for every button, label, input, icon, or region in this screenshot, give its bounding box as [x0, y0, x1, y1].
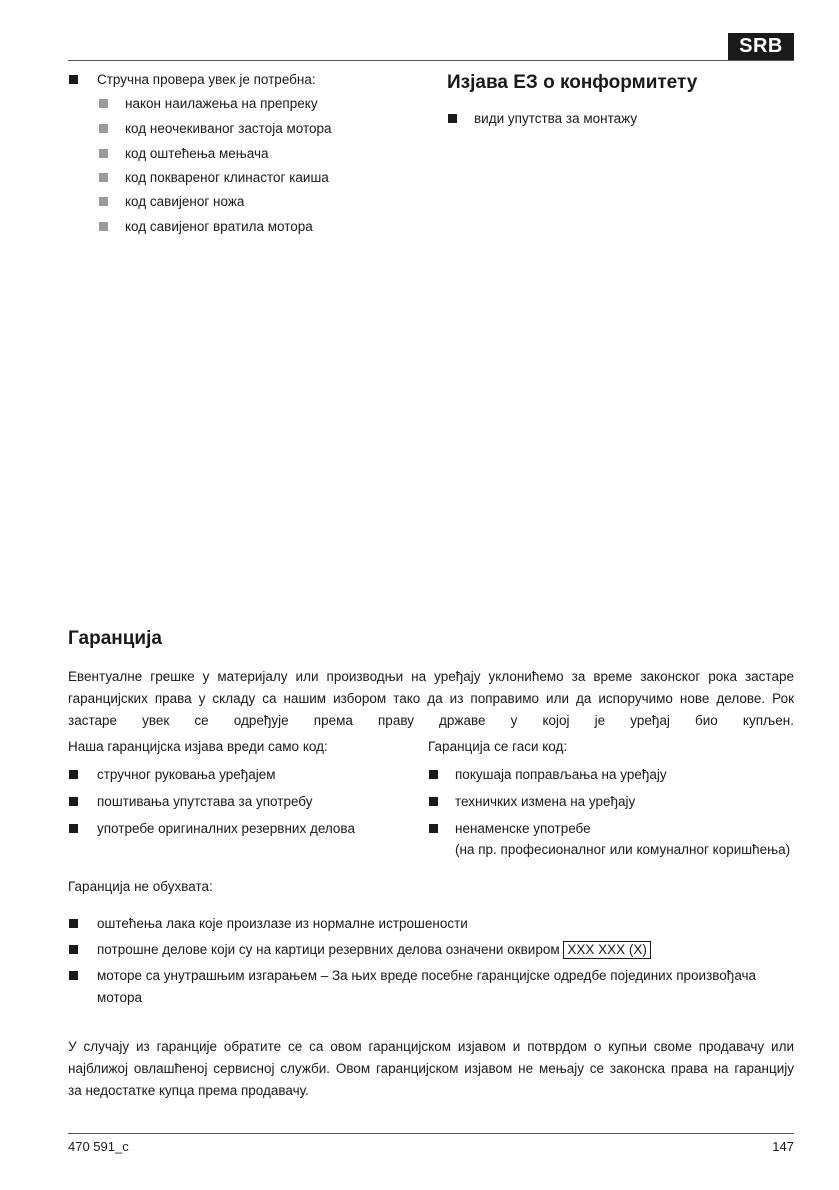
paragraph-line: најближој овлашћеној сервисној служби. Овом гаранцијском изјавом не мењају се законска права на гаранцију [68, 1061, 794, 1076]
spare-part-frame: XXX XXX (X) [563, 941, 651, 959]
list-item-continuation: (на пр. професионалног или комуналног коришћења) [455, 842, 791, 857]
warranty-title: Гаранција [68, 628, 162, 649]
warranty-intro [68, 666, 794, 732]
bullet-square-icon [429, 824, 438, 833]
void-heading: Гаранција се гаси код: [428, 739, 568, 754]
list-item: употребе оригиналних резервних делова [97, 821, 355, 836]
bullet-square-icon [69, 945, 78, 954]
document-code: 470 591_c [68, 1139, 129, 1154]
list-item: моторе са унутрашњим изгарањем – За њих вреде посебне гаранцијске одредбе појединих произвођача [97, 968, 757, 983]
bullet-square-icon [99, 99, 108, 108]
bullet-square-icon [69, 797, 78, 806]
valid-heading: Наша гаранцијска изјава вреди само код: [68, 739, 328, 754]
bullet-square-icon [69, 770, 78, 779]
list-item: након наилажења на препреку [125, 96, 318, 111]
paragraph-line: Евентуалне грешке у материјалу или производњи на уређају уклонићемо за време законског рока застаре [68, 669, 794, 684]
bullet-square-icon [99, 173, 108, 182]
bullet-square-icon [448, 114, 457, 123]
page-number: 147 [772, 1139, 794, 1154]
list-item: стручног руковања уређајем [97, 767, 276, 782]
list-item: техничких измена на уређају [455, 794, 636, 809]
bullet-square-icon [69, 824, 78, 833]
list-item-continuation: мотора [97, 990, 143, 1005]
list-item: код савијеног ножа [125, 194, 245, 209]
bullet-square-icon [69, 971, 78, 980]
conformity-title: Изјава ЕЗ о конформитету [447, 72, 698, 93]
bullet-square-icon [99, 124, 108, 133]
bullet-square-icon [429, 770, 438, 779]
list-item-text: потрошне делове који су на картици резервних делова означени оквиром [97, 942, 560, 957]
list-item: види упутства за монтажу [474, 111, 638, 126]
list-item: код савијеног вратила мотора [125, 219, 313, 234]
bullet-square-icon [99, 222, 108, 231]
warranty-closing [68, 1036, 794, 1102]
list-item: покушаја поправљања на уређају [455, 767, 667, 782]
bullet-square-icon [99, 149, 108, 158]
language-badge: SRB [728, 33, 794, 60]
list-item [97, 938, 651, 962]
footer-rule [68, 1133, 794, 1134]
list-item: код поквареног клинастог каиша [125, 170, 329, 185]
list-item: оштећења лака које произлазе из нормалне истрошености [97, 916, 468, 931]
list-item: код оштећења мењача [125, 146, 269, 161]
bullet-square-icon [99, 197, 108, 206]
header-rule [68, 60, 794, 61]
list-item: код неочекиваног застоја мотора [125, 121, 332, 136]
bullet-square-icon [429, 797, 438, 806]
list-item: ненаменске употребе [455, 821, 591, 836]
bullet-square-icon [69, 75, 78, 84]
bullet-square-icon [69, 919, 78, 928]
paragraph-line: У случају из гаранције обратите се са овом гаранцијском изјавом и потврдом о купњи своме продавачу или [68, 1039, 794, 1054]
inspection-lead: Стручна провера увек је потребна: [97, 72, 316, 87]
paragraph-line: гаранцијских права у складу са нашим избором тако да из поправимо или да испоручимо нове делове. Рок [68, 691, 794, 706]
list-item: поштивања упутстава за употребу [97, 794, 313, 809]
paragraph-line: за недостатке купца према продавачу. [68, 1083, 309, 1098]
paragraph-line: застаре увек се одређује према праву државе у којој је уређај био купљен. [68, 713, 794, 728]
exclusions-heading: Гаранција не обухвата: [68, 879, 213, 894]
